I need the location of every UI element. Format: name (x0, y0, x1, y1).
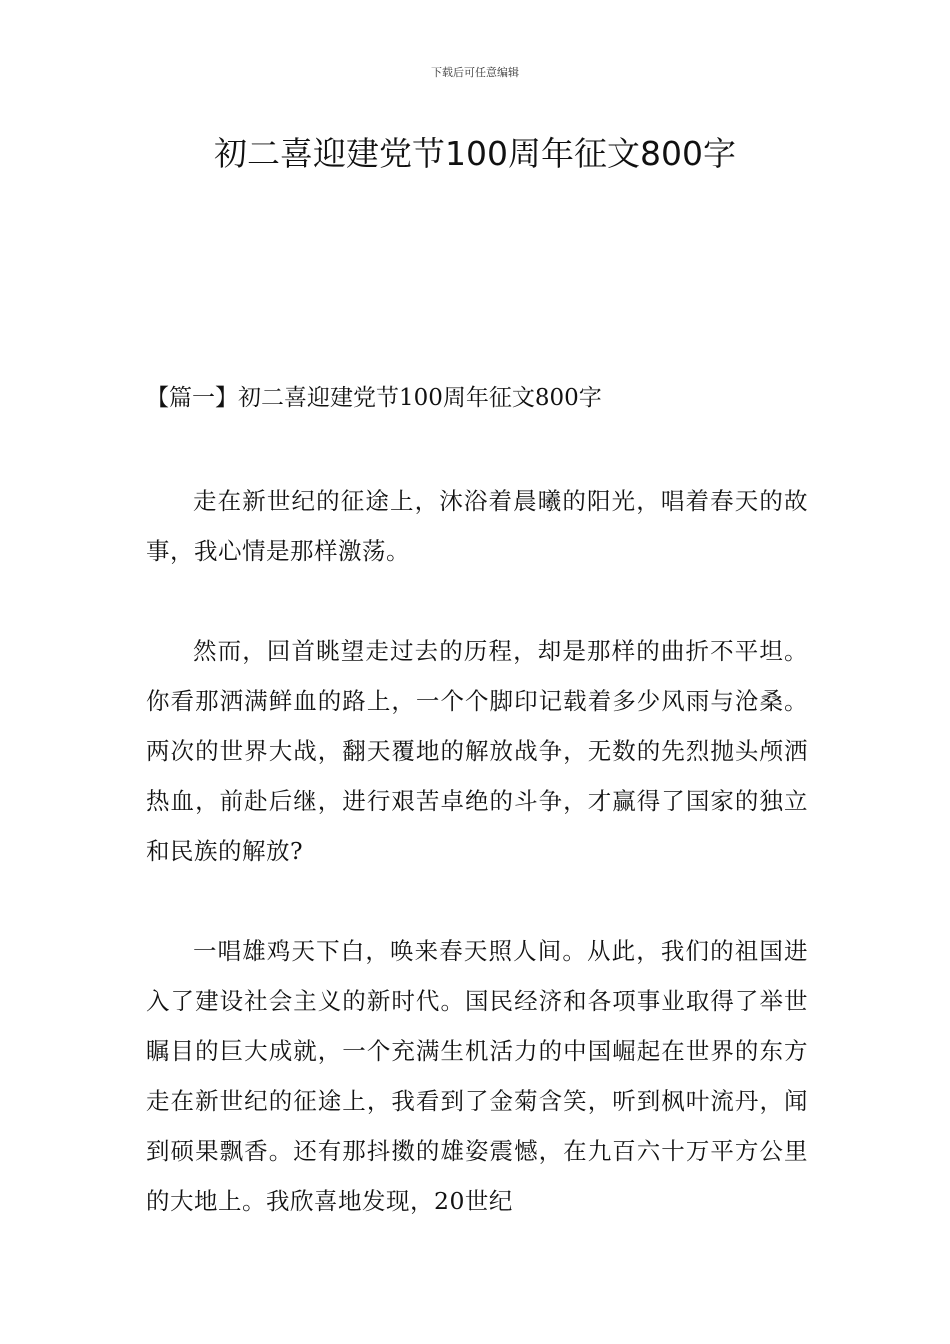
header-note: 下载后可任意编辑 (431, 66, 519, 79)
paragraph-2: 然而，回首眺望走过去的历程，却是那样的曲折不平坦。你看那洒满鲜血的路上，一个个脚印记载着多少风雨与沧桑。两次的世界大战，翻天覆地的解放战争，无数的先烈抛头颅洒热血，前赴后继，进行艰苦卓绝的斗争，才赢得了国家的独立和民族的解放? (146, 637, 808, 865)
document-body (146, 476, 808, 1276)
paragraph-3: 一唱雄鸡天下白，唤来春天照人间。从此，我们的祖国进入了建设社会主义的新时代。国民经济和各项事业取得了举世瞩目的巨大成就，一个充满生机活力的中国崛起在世界的东方走在新世纪的征途上，我看到了金菊含笑，听到枫叶流丹，闻到硕果飘香。还有那抖擞的雄姿震憾，在九百六十万平方公里的大地上。我欣喜地发现，20世纪 (146, 937, 808, 1215)
document-title: 初二喜迎建党节100周年征文800字 (214, 134, 736, 173)
section-heading: 【篇一】初二喜迎建党节100周年征文800字 (146, 385, 602, 411)
paragraph-1: 走在新世纪的征途上，沐浴着晨曦的阳光，唱着春天的故事，我心情是那样激荡。 (146, 487, 808, 565)
